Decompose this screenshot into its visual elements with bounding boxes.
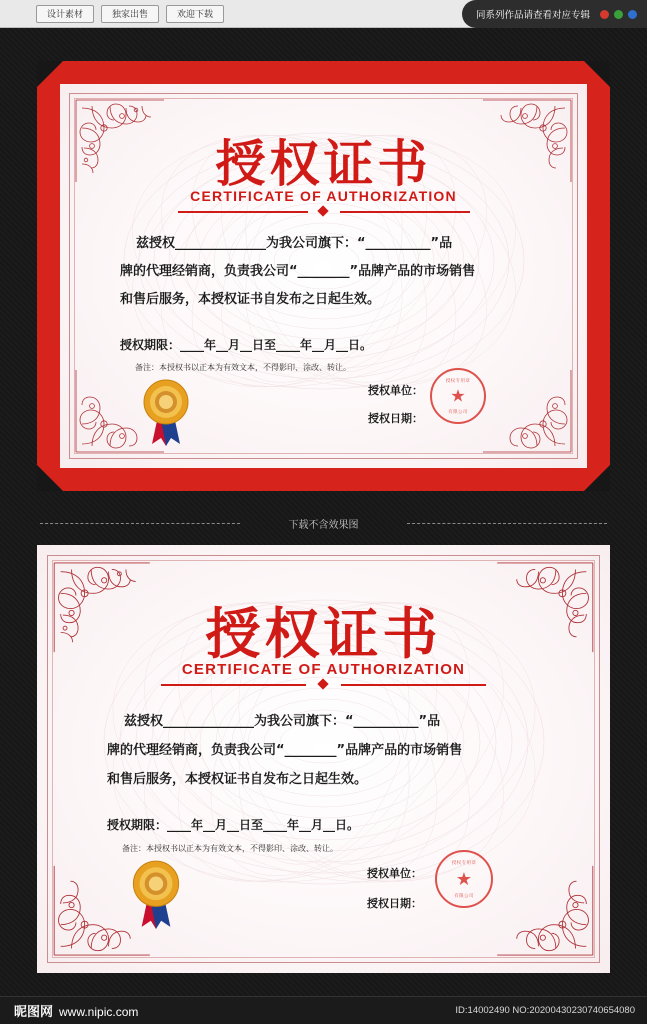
dot-green-icon (614, 10, 623, 19)
tag-design-material[interactable]: 设计素材 (36, 5, 94, 23)
footer-url[interactable]: www.nipic.com (59, 1005, 139, 1019)
corner-ornament-2-br-icon (495, 863, 595, 958)
cert2-seal-star-icon: ★ (455, 869, 473, 889)
cert2-subtitle: CERTIFICATE OF AUTHORIZATION (181, 661, 466, 678)
cert1-corner-bl-icon (37, 465, 63, 491)
cert1-body-line-3: 和售后服务，本授权证书自发布之日起生效。 (120, 292, 381, 307)
cert2-seal-bottom-text: 有限公司 (454, 893, 474, 898)
cert2-body-line-2: 牌的代理经销商，负责我公司“________”品牌产品的市场销售 (107, 743, 463, 758)
footer-bar (0, 996, 647, 1024)
separator-text: 下载不含效果图 (288, 520, 359, 531)
series-album-text: 同系列作品请查看对应专辑 (475, 10, 590, 21)
cert2-sign-unit: 授权单位： (367, 867, 422, 880)
cert1-body-line-2: 牌的代理经销商，负责我公司“________”品牌产品的市场销售 (120, 264, 476, 279)
footer-logo: 昵图网 (14, 1005, 54, 1020)
top-bar (0, 0, 647, 28)
cert1-seal-star-icon: ★ (450, 386, 466, 406)
series-album-banner[interactable] (462, 0, 647, 28)
cert1-seal-bottom-text: 有限公司 (448, 409, 468, 414)
cert1-sign-unit: 授权单位： (368, 384, 423, 397)
cert1-paper (60, 84, 587, 468)
cert1-corner-tr-icon (584, 61, 610, 87)
tag-exclusive-sale[interactable]: 独家出售 (101, 5, 159, 23)
cert2-paper (37, 545, 610, 973)
corner-ornament-br-icon (481, 368, 573, 454)
tag-welcome-download[interactable]: 欢迎下载 (166, 5, 224, 23)
cert2-sign-date: 授权日期： (367, 897, 422, 910)
tag-group (0, 5, 224, 23)
cert1-body-line-1: 兹授权______________为我公司旗下：“__________”品 (136, 236, 453, 251)
dot-blue-icon (628, 10, 637, 19)
cert2-seal (435, 850, 493, 908)
medal-rosette-icon (140, 376, 192, 448)
cert2-body-line-3: 和售后服务，本授权证书自发布之日起生效。 (107, 772, 368, 787)
cert2-seal-top-text: 授权专用章 (451, 860, 477, 865)
cert1-note: 备注：本授权书以正本为有效文本，不得影印、涂改、转让。 (135, 363, 351, 372)
cert2-period: 授权期限：____年__月__日至____年__月__日。 (107, 818, 360, 832)
cert2-note: 备注：本授权书以正本为有效文本，不得影印、涂改、转让。 (122, 844, 338, 853)
footer-meta: ID:14002490 NO:20200430230740654080 (455, 1005, 635, 1016)
medal-rosette-2-icon (129, 857, 183, 931)
footer-brand[interactable] (0, 1001, 138, 1020)
cert1-seal-top-text: 授权专用章 (445, 378, 471, 383)
cert1-subtitle: CERTIFICATE OF AUTHORIZATION (190, 188, 457, 204)
cert2-body-line-1: 兹授权______________为我公司旗下：“__________”品 (124, 714, 441, 729)
cert1-period: 授权期限：____年__月__日至____年__月__日。 (120, 338, 373, 352)
cert1-divider-right (340, 211, 470, 213)
dot-red-icon (600, 10, 609, 19)
cert1-title: 授权证书 (215, 135, 432, 193)
cert2-divider-right (341, 684, 486, 686)
color-dots (600, 10, 637, 19)
cert1-sign-date: 授权日期： (368, 412, 423, 425)
cert1-corner-br-icon (584, 465, 610, 491)
cert2-divider-left (161, 684, 306, 686)
cert1-divider-left (178, 211, 308, 213)
cert2-title: 授权证书 (205, 602, 442, 666)
cert1-seal (430, 368, 486, 424)
